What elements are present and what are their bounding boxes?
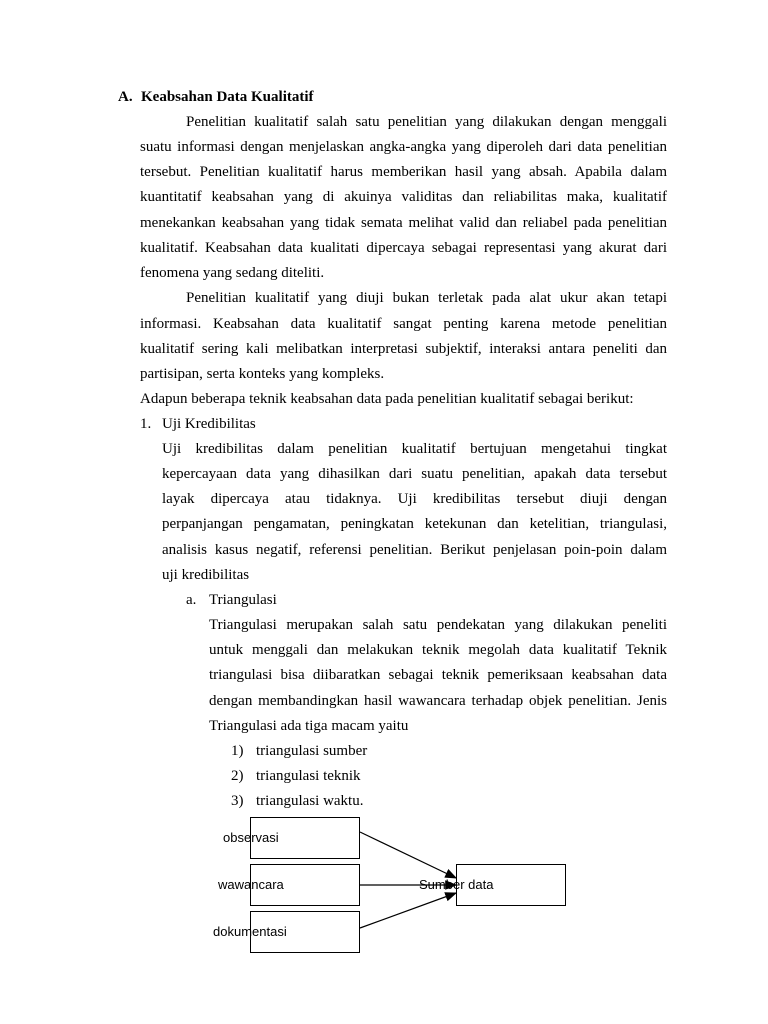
item-1-title: Uji Kredibilitas (162, 416, 256, 432)
item-1-line: uji kredibilitas (162, 567, 250, 583)
item-1-line: Uji kredibilitas dalam penelitian kualitatif bertujuan mengetahui tingkat (162, 441, 667, 457)
subitem-a-line: Triangulasi ada tiga macam yaitu (209, 718, 409, 734)
paragraph-line: fenomena yang sedang diteliti. (140, 265, 325, 281)
source-label: wawancara (218, 877, 284, 892)
arrow-dokumentasi (360, 893, 456, 928)
paragraph-line: kualitatif. Keabsahan data kualitati dipercaya sebagai representasi yang akurat dari (140, 240, 667, 256)
paragraph-line: kualitatif sering kali melibatkan interpretasi subjektif, interaksi antara peneliti dan (140, 341, 667, 357)
source-label: observasi (223, 830, 279, 845)
type-marker: 1) (231, 743, 244, 759)
item-1-line: analisis kasus negatif, referensi penelitian. Berikut penjelasan poin-poin dalam (162, 542, 667, 558)
paragraph-line: Penelitian kualitatif yang diuji bukan terletak pada alat ukur akan tetapi (186, 290, 667, 306)
item-1-line: layak dipercaya atau tidaknya. Uji kredibilitas tersebut diuji dengan (162, 491, 667, 507)
subitem-a-line: dengan membandingkan hasil wawancara terhadap objek penelitian. Jenis (209, 693, 667, 709)
paragraph-line: suatu informasi dengan menjelaskan angka-angka yang diperoleh dari data penelitian (140, 139, 667, 155)
paragraph-line: tersebut. Penelitian kualitatif harus memberikan hasil yang absah. Apabila dalam (140, 164, 667, 180)
subitem-a-line: triangulasi bisa diibaratkan sebagai teknik pemeriksaan keabsahan data (209, 667, 667, 683)
source-label: dokumentasi (213, 924, 287, 939)
paragraph-line: partisipan, serta konteks yang kompleks. (140, 366, 385, 382)
type-marker: 3) (231, 793, 244, 809)
type-label: triangulasi teknik (256, 768, 361, 784)
item-1-marker: 1. (140, 416, 152, 432)
type-label: triangulasi sumber (256, 743, 368, 759)
item-1-line: perpanjangan pengamatan, peningkatan ketekunan dan ketelitian, triangulasi, (162, 516, 667, 532)
item-1-line: kepercayaan data yang dihasilkan dari suatu penelitian, apakah data tersebut (162, 466, 667, 482)
type-marker: 2) (231, 768, 244, 784)
paragraph-3: Adapun beberapa teknik keabsahan data pada penelitian kualitatif sebagai berikut: (140, 391, 634, 407)
paragraph-line: kuantitatif keabsahan yang di akuinya validitas dan reliabilitas maka, kualitatif (140, 189, 667, 205)
section-title: Keabsahan Data Kualitatif (141, 89, 314, 105)
arrow-observasi (360, 832, 456, 878)
paragraph-line: informasi. Keabsahan data kualitatif sangat penting karena metode penelitian (140, 316, 667, 332)
subitem-a-marker: a. (186, 592, 197, 608)
paragraph-line: menekankan keabsahan yang tidak semata melihat valid dan reliabel pada penelitian (140, 215, 667, 231)
subitem-a-line: Triangulasi merupakan salah satu pendekatan yang dilakukan peneliti (209, 617, 667, 633)
section-marker: A. (118, 89, 133, 105)
target-label: Sumber data (419, 877, 494, 892)
subitem-a-line: untuk menggali dan melakukan teknik megolah data kualitatif Teknik (209, 642, 667, 658)
subitem-a-title: Triangulasi (209, 592, 277, 608)
paragraph-line: Penelitian kualitatif salah satu penelitian yang dilakukan dengan menggali (186, 114, 667, 130)
type-label: triangulasi waktu. (256, 793, 364, 809)
